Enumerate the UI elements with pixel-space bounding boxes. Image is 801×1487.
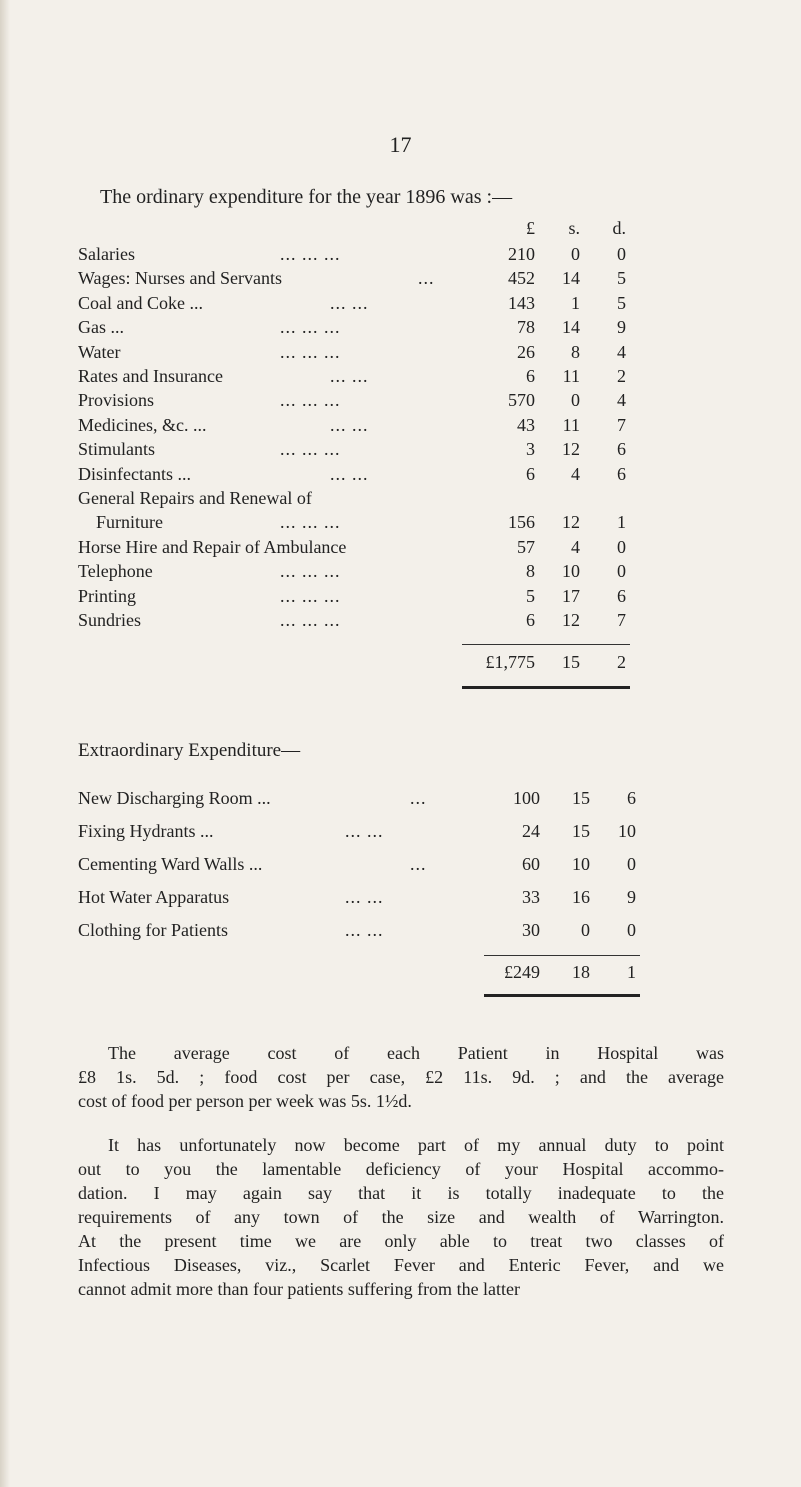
amount-pence: 10 (618, 821, 636, 841)
text-line: £8 1s. 5d. ; food cost per case, £2 11s. 9d. ; and the average (78, 1067, 724, 1087)
leader-dots: ... ... (330, 414, 369, 435)
leader-dots: ... ... (330, 463, 369, 484)
text-line: requirements of any town of the size and wealth of Warrington. (78, 1207, 724, 1227)
amount-pence: 0 (627, 854, 636, 874)
amount-pounds: 26 (517, 341, 535, 362)
amount-pounds: 143 (508, 292, 535, 313)
table-row (0, 512, 801, 538)
leader-dots: ... ... ... (280, 610, 341, 630)
amount-pence: 5 (617, 292, 626, 313)
table-row (0, 561, 801, 587)
shillings-header: s. (568, 218, 580, 238)
amount-pounds: 6 (526, 366, 535, 386)
item-label: Coal and Coke ... (78, 292, 203, 313)
leader-dots: ... ... ... (280, 244, 341, 264)
amount-pence: 0 (617, 244, 626, 264)
item-label: Provisions (78, 390, 155, 411)
leader-dots: ... ... (330, 366, 369, 386)
amount-pence: 0 (617, 561, 626, 582)
ordinary-total-pounds: £1,775 (485, 652, 535, 672)
leader-dots: ... ... ... (280, 512, 341, 533)
amount-pounds: 60 (522, 854, 540, 874)
amount-shillings: 1 (571, 292, 580, 313)
amount-shillings: 15 (572, 788, 590, 808)
ordinary-total-pence: 2 (617, 652, 626, 672)
extra-total-double-rule (484, 994, 640, 997)
text-line: out to you the lamentable deficiency of your Hospital accommo- (78, 1159, 724, 1179)
extraordinary-expenditure-heading: Extraordinary Expenditure— (78, 740, 301, 761)
text-line: The average cost of each Patient in Hospital was (108, 1043, 724, 1063)
amount-shillings: 14 (562, 268, 580, 289)
table-row (0, 268, 801, 294)
table-row (0, 390, 801, 416)
amount-pence: 9 (617, 317, 626, 338)
text-line: At the present time we are only able to treat two classes of (78, 1231, 724, 1251)
amount-shillings: 16 (572, 887, 590, 907)
amount-shillings: 4 (571, 463, 580, 484)
item-label: Rates and Insurance (78, 366, 223, 386)
amount-pounds: 6 (526, 610, 535, 630)
amount-pence: 7 (617, 414, 626, 435)
item-label: General Repairs and Renewal of (78, 488, 312, 508)
item-label: Disinfectants ... (78, 463, 191, 484)
item-label: Clothing for Patients (78, 920, 228, 940)
item-label: Furniture (96, 512, 163, 533)
ordinary-total-row (0, 652, 801, 678)
amount-pounds: 156 (508, 512, 535, 533)
pounds-header: £ (526, 218, 535, 238)
amount-shillings: 4 (571, 536, 580, 557)
leader-dots: ... (410, 854, 427, 874)
item-label: Water (78, 341, 121, 362)
amount-pence: 1 (617, 512, 626, 533)
ordinary-total-shillings: 15 (562, 652, 580, 672)
amount-pence: 6 (617, 585, 626, 606)
amount-pence: 5 (617, 268, 626, 289)
amount-shillings: 12 (562, 610, 580, 630)
amount-pounds: 24 (522, 821, 540, 841)
item-label: Sundries (78, 610, 141, 630)
amount-shillings: 12 (562, 439, 580, 460)
amount-pence: 6 (617, 439, 626, 460)
item-label: Cementing Ward Walls ... (78, 854, 263, 874)
item-label: Fixing Hydrants ... (78, 821, 214, 841)
extra-total-pounds: £249 (504, 962, 540, 982)
leader-dots: ... ... ... (280, 341, 341, 362)
amount-pounds: 210 (508, 244, 535, 264)
amount-pence: 0 (617, 536, 626, 557)
table-row (0, 317, 801, 343)
table-row (0, 610, 801, 636)
leader-dots: ... ... ... (280, 317, 341, 338)
average-cost-paragraph (78, 1041, 724, 1113)
leader-dots: ... ... ... (280, 585, 341, 606)
amount-shillings: 17 (562, 585, 580, 606)
item-label: Stimulants (78, 439, 156, 460)
amount-pounds: 33 (522, 887, 540, 907)
amount-pounds: 78 (517, 317, 535, 338)
item-label: New Discharging Room ... (78, 788, 271, 808)
table-row (0, 854, 801, 880)
text-line: Infectious Diseases, viz., Scarlet Fever and Enteric Fever, and we (78, 1255, 724, 1275)
table-row (0, 488, 801, 514)
leader-dots: ... ... (345, 887, 384, 907)
amount-shillings: 15 (572, 821, 590, 841)
table-row (0, 439, 801, 465)
text-line: cannot admit more than four patients suffering from the latter (78, 1279, 521, 1299)
total-double-rule (462, 686, 630, 689)
leader-dots: ... (418, 268, 435, 289)
currency-header-row (0, 218, 801, 244)
table-row (0, 293, 801, 319)
amount-pounds: 570 (508, 390, 535, 411)
amount-pounds: 30 (522, 920, 540, 940)
amount-pence: 4 (617, 390, 626, 411)
amount-pounds: 43 (517, 414, 535, 435)
table-row (0, 887, 801, 913)
extra-total-pence: 1 (627, 962, 636, 982)
item-label: Salaries (78, 244, 135, 264)
item-label: Wages: Nurses and Servants (78, 268, 283, 289)
leader-dots: ... (410, 788, 427, 808)
amount-pence: 6 (627, 788, 636, 808)
amount-shillings: 0 (581, 920, 590, 940)
amount-pence: 9 (627, 887, 636, 907)
amount-pounds: 452 (508, 268, 535, 289)
amount-pounds: 3 (526, 439, 535, 460)
extra-total-row (0, 962, 801, 988)
table-row (0, 788, 801, 814)
amount-shillings: 10 (562, 561, 580, 582)
table-row (0, 586, 801, 612)
table-row (0, 537, 801, 563)
text-line: It has unfortunately now become part of my annual duty to point (108, 1135, 724, 1155)
leader-dots: ... ... (345, 920, 384, 940)
amount-shillings: 0 (571, 244, 580, 264)
table-row (0, 342, 801, 368)
amount-pounds: 6 (526, 463, 535, 484)
amount-pence: 2 (617, 366, 626, 386)
table-row (0, 464, 801, 490)
amount-shillings: 10 (572, 854, 590, 874)
accommodation-paragraph (78, 1133, 724, 1301)
table-row (0, 920, 801, 946)
text-line: cost of food per person per week was 5s. 1½d. (78, 1091, 412, 1111)
item-label: Telephone (78, 561, 153, 582)
extra-subtotal-rule (484, 955, 640, 956)
amount-shillings: 14 (562, 317, 580, 338)
table-row (0, 366, 801, 392)
amount-pence: 6 (617, 463, 626, 484)
table-row (0, 821, 801, 847)
amount-pounds: 57 (517, 536, 535, 557)
amount-pounds: 8 (526, 561, 535, 582)
page-number: 17 (389, 132, 412, 157)
amount-pence: 4 (617, 341, 626, 362)
table-row (0, 415, 801, 441)
amount-shillings: 8 (571, 341, 580, 362)
item-label: Hot Water Apparatus (78, 887, 230, 907)
subtotal-rule (462, 644, 630, 645)
ordinary-expenditure-heading: The ordinary expenditure for the year 1896 was :— (100, 186, 513, 208)
text-line: dation. I may again say that it is totally inadequate to the (78, 1183, 724, 1203)
amount-pounds: 5 (526, 585, 535, 606)
item-label: Horse Hire and Repair of Ambulance (78, 536, 347, 557)
leader-dots: ... ... ... (280, 439, 341, 460)
item-label: Printing (78, 585, 137, 606)
amount-shillings: 12 (562, 512, 580, 533)
leader-dots: ... ... (330, 292, 369, 313)
item-label: Medicines, &c. ... (78, 414, 207, 435)
amount-pence: 7 (617, 610, 626, 630)
table-row (0, 244, 801, 270)
amount-shillings: 11 (562, 366, 580, 386)
amount-pence: 0 (627, 920, 636, 940)
pence-header: d. (612, 218, 626, 238)
amount-shillings: 11 (562, 414, 580, 435)
amount-shillings: 0 (571, 390, 580, 411)
leader-dots: ... ... ... (280, 561, 341, 582)
extra-total-shillings: 18 (572, 962, 590, 982)
item-label: Gas ... (78, 317, 124, 338)
amount-pounds: 100 (513, 788, 540, 808)
leader-dots: ... ... (345, 821, 384, 841)
leader-dots: ... ... ... (280, 390, 341, 411)
